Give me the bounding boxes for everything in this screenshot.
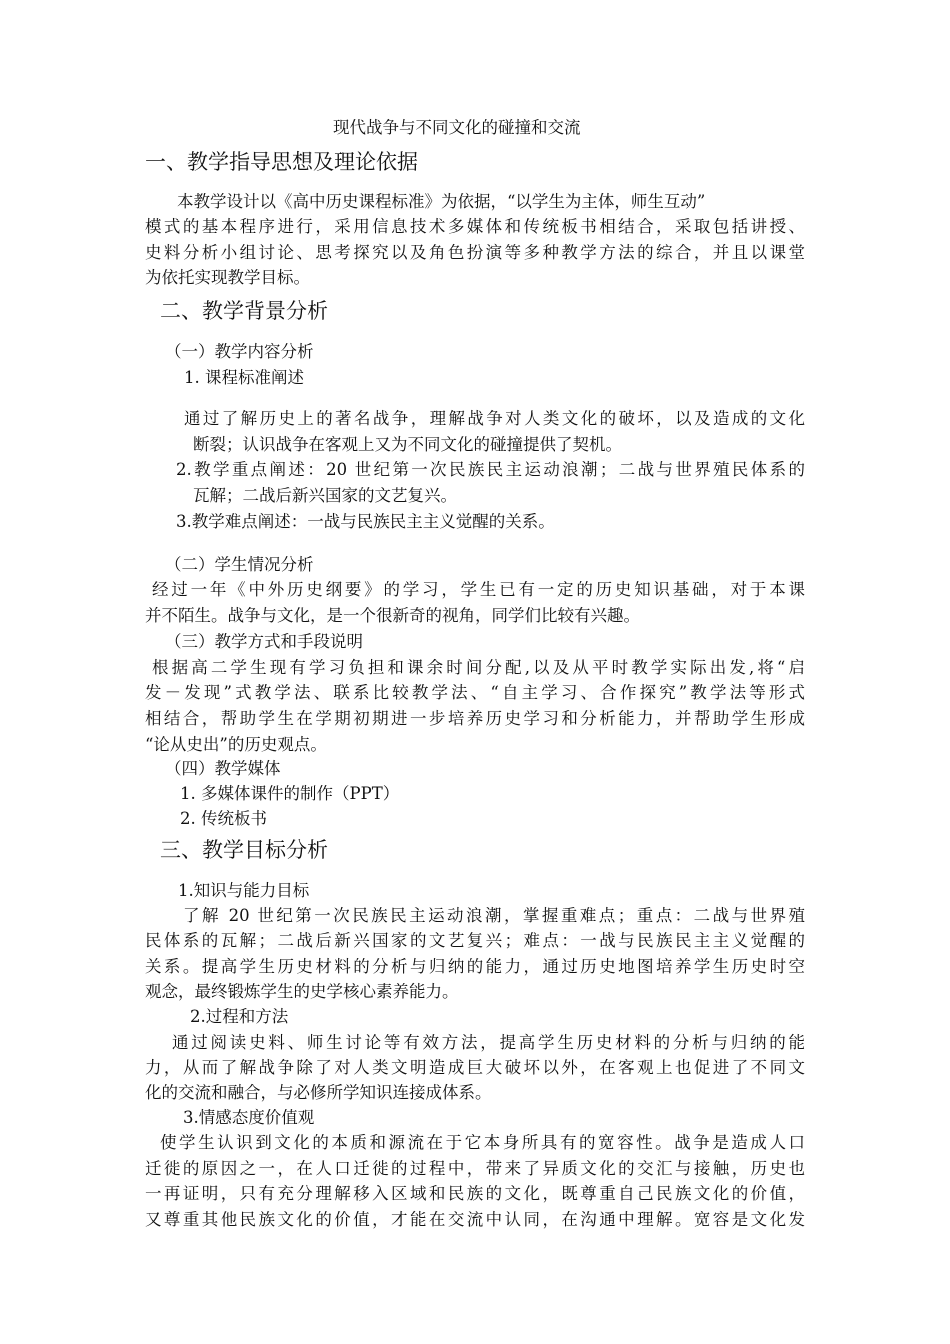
paragraph-line: 为依托实现教学目标。 xyxy=(145,268,310,287)
media-item: 2. 传统板书 xyxy=(180,809,267,828)
paragraph-line: 经过一年《中外历史纲要》的学习，学生已有一定的历史知识基础，对于本课 xyxy=(152,580,805,599)
goal-emotion-values: 3.情感态度价值观 xyxy=(183,1108,315,1127)
paragraph-line: 史料分析小组讨论、思考探究以及角色扮演等多种教学方法的综合，并且以课堂 xyxy=(145,243,805,262)
media-item: 1. 多媒体课件的制作（PPT） xyxy=(180,784,400,803)
section-heading-2: 二、教学背景分析 xyxy=(160,299,328,323)
paragraph-line: 了解 20 世纪第一次民族民主运动浪潮，掌握重难点；重点：二战与世界殖 xyxy=(183,906,805,925)
document-title: 现代战争与不同文化的碰撞和交流 xyxy=(333,118,581,137)
paragraph-line: 力，从而了解战争除了对人类文明造成巨大破坏以外，在客观上也促进了不同文 xyxy=(145,1058,805,1077)
subheading-teaching-media: （四）教学媒体 xyxy=(165,759,281,778)
paragraph-line: 又尊重其他民族文化的价值，才能在交流中认同，在沟通中理解。宽容是文化发 xyxy=(145,1210,805,1229)
paragraph-line: 相结合，帮助学生在学期初期进一步培养历史学习和分析能力，并帮助学生形成 xyxy=(145,709,805,728)
paragraph-line: 使学生认识到文化的本质和源流在于它本身所具有的宽容性。战争是造成人口 xyxy=(160,1133,805,1152)
paragraph-line: 化的交流和融合，与必修所学知识连接成体系。 xyxy=(145,1083,492,1102)
section-heading-1: 一、教学指导思想及理论依据 xyxy=(145,150,418,174)
paragraph-line: 迁徙的原因之一，在人口迁徙的过程中，带来了异质文化的交汇与接触，历史也 xyxy=(145,1159,805,1178)
paragraph-line: 发－发现”式教学法、联系比较教学法、“自主学习、合作探究”教学法等形式 xyxy=(145,683,805,702)
paragraph-line: 本教学设计以《高中历史课程标准》为依据，“以学生为主体，师生互动” xyxy=(177,192,706,211)
subheading-content-analysis: （一）教学内容分析 xyxy=(165,342,314,361)
paragraph-line: 民体系的瓦解；二战后新兴国家的文艺复兴；难点：一战与民族民主主义觉醒的 xyxy=(145,931,805,950)
paragraph-line: 关系。提高学生历史材料的分析与归纳的能力，通过历史地图培养学生历史时空 xyxy=(145,957,805,976)
goal-process-method: 2.过程和方法 xyxy=(190,1007,289,1026)
section-heading-3: 三、教学目标分析 xyxy=(160,838,328,862)
paragraph-line: 通过阅读史料、师生讨论等有效方法，提高学生历史材料的分析与归纳的能 xyxy=(172,1033,805,1052)
paragraph-line: 并不陌生。战争与文化，是一个很新奇的视角，同学们比较有兴趣。 xyxy=(145,606,640,625)
paragraph-line: 根据高二学生现有学习负担和课余时间分配,以及从平时教学实际出发,将“启 xyxy=(152,658,805,677)
subheading-student-analysis: （二）学生情况分析 xyxy=(165,555,314,574)
item-difficult-points: 3.教学难点阐述：一战与民族民主主义觉醒的关系。 xyxy=(176,512,555,531)
item-key-points-cont: 瓦解；二战后新兴国家的文艺复兴。 xyxy=(193,486,457,505)
paragraph-line: 通过了解历史上的著名战争，理解战争对人类文化的破坏，以及造成的文化 xyxy=(184,409,805,428)
paragraph-line: 断裂；认识战争在客观上又为不同文化的碰撞提供了契机。 xyxy=(193,435,622,454)
paragraph-line: 观念，最终锻炼学生的史学核心素养能力。 xyxy=(145,982,459,1001)
item-curriculum-standard: 1. 课程标准阐述 xyxy=(184,368,304,387)
paragraph-line: 模式的基本程序进行，采用信息技术多媒体和传统板书相结合，采取包括讲授、 xyxy=(145,217,805,236)
subheading-teaching-methods: （三）教学方式和手段说明 xyxy=(165,632,363,651)
item-key-points: 2.教学重点阐述：20 世纪第一次民族民主运动浪潮；二战与世界殖民体系的 xyxy=(176,460,805,479)
goal-knowledge-ability: 1.知识与能力目标 xyxy=(178,881,310,900)
paragraph-line: 一再证明，只有充分理解移入区域和民族的文化，既尊重自己民族文化的价值， xyxy=(145,1184,805,1203)
paragraph-line: “论从史出”的历史观点。 xyxy=(145,735,327,754)
